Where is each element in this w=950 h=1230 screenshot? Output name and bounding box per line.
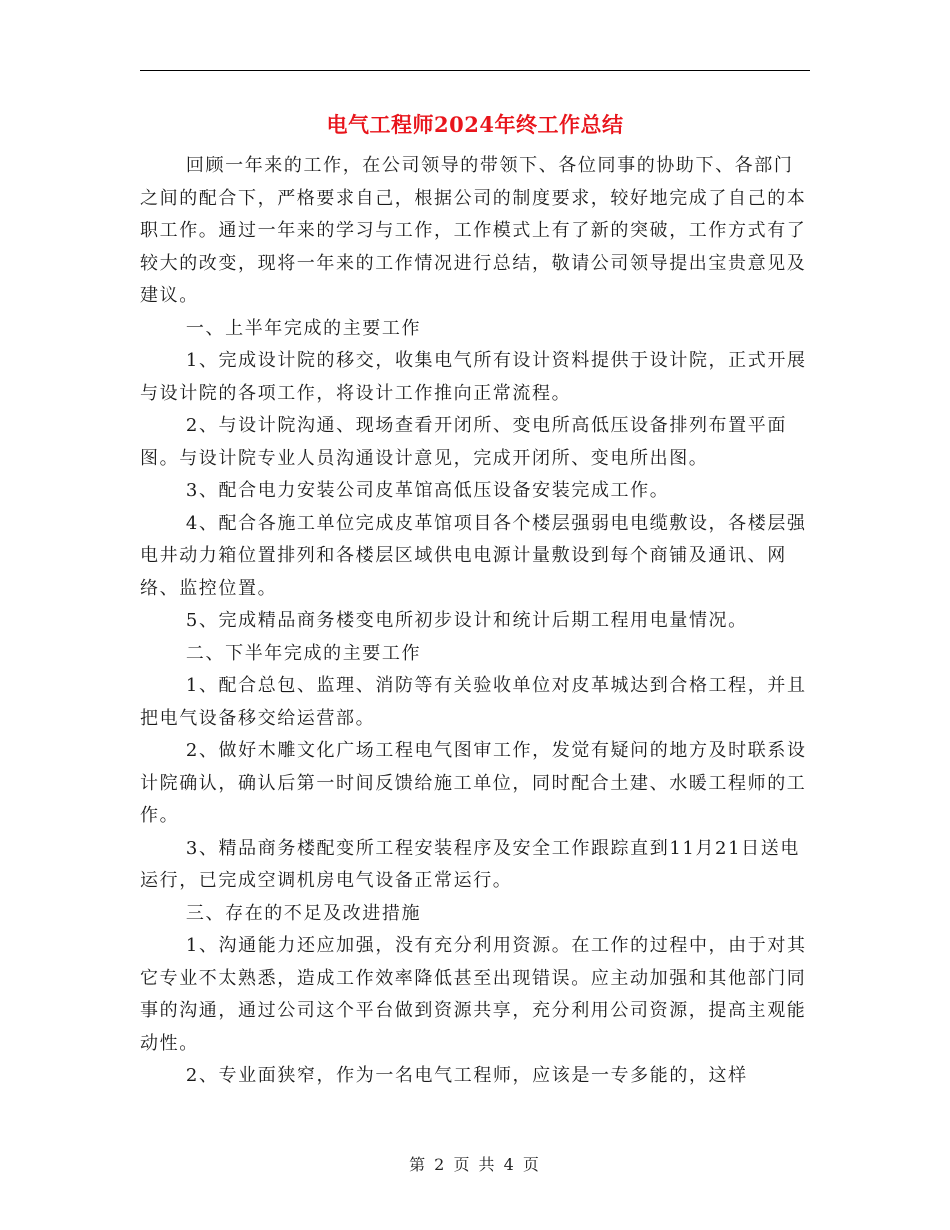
list-item: 1、配合总包、监理、消防等有关验收单位对皮革城达到合格工程，并且把电气设备移交给运营部。 — [140, 675, 807, 729]
header-rule — [140, 70, 810, 71]
list-item: 2、与设计院沟通、现场查看开闭所、变电所高低压设备排列布置平面图。与设计院专业人员沟通设计意见，完成开闭所、变电所出图。 — [140, 415, 787, 469]
list-item: 4、配合各施工单位完成皮革馆项目各个楼层强弱电电缆敷设，各楼层强电井动力箱位置排列和各楼层区域供电电源计量敷设到每个商铺及通讯、网络、监控位置。 — [140, 512, 807, 599]
list-item: 2、专业面狭窄，作为一名电气工程师，应该是一专多能的，这样 — [185, 1065, 748, 1086]
list-item: 1、沟通能力还应加强，没有充分利用资源。在工作的过程中，由于对其它专业不太熟悉，造成工作效率降低甚至出现错误。应主动加强和其他部门同事的沟通，通过公司这个平台做到资源共享，充分利用公司资源，提高主观能动性。 — [140, 935, 807, 1054]
document-title: 电气工程师2024年终工作总结 — [326, 112, 624, 137]
list-item: 5、完成精品商务楼变电所初步设计和统计后期工程用电量情况。 — [185, 610, 748, 631]
list-item: 1、完成设计院的移交，收集电气所有设计资料提供于设计院，正式开展与设计院的各项工作，将设计工作推向正常流程。 — [140, 350, 807, 404]
list-item: 3、配合电力安装公司皮革馆高低压设备安装完成工作。 — [185, 480, 670, 501]
list-item: 2、做好木雕文化广场工程电气图审工作，发觉有疑问的地方及时联系设计院确认，确认后第一时间反馈给施工单位，同时配合土建、水暖工程师的工作。 — [140, 740, 807, 826]
section-heading-first-half: 一、上半年完成的主要工作 — [185, 317, 422, 339]
section-heading-shortcomings: 三、存在的不足及改进措施 — [185, 902, 422, 924]
list-item: 3、精品商务楼配变所工程安装程序及安全工作跟踪直到11月21日送电运行，已完成空调机房电气设备正常运行。 — [140, 837, 800, 891]
document-body — [140, 150, 810, 1093]
paragraph-intro: 回顾一年来的工作，在公司领导的带领下、各位同事的协助下、各部门之间的配合下，严格要求自己，根据公司的制度要求，较好地完成了自己的本职工作。通过一年来的学习与工作，工作模式上有了新的突破，工作方式有了较大的改变，现将一年来的工作情况进行总结，敬请公司领导提出宝贵意见及建议。 — [140, 155, 807, 306]
page-number-footer: 第 2 页 共 4 页 — [409, 1155, 541, 1174]
section-heading-second-half: 二、下半年完成的主要工作 — [185, 642, 422, 664]
